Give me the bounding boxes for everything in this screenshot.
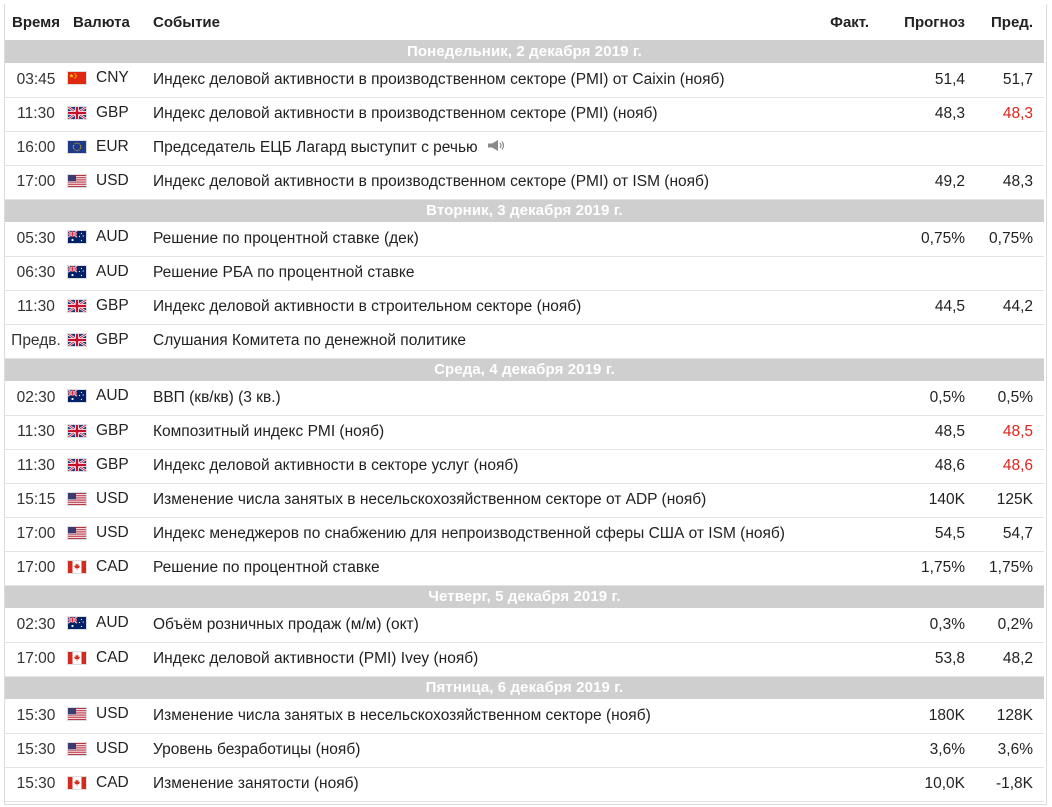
- event-currency-cell: [67, 449, 153, 483]
- event-title[interactable]: Композитный индекс PMI (нояб): [153, 423, 385, 440]
- event-currency-cell: [67, 551, 153, 585]
- event-title-cell[interactable]: [153, 222, 821, 256]
- event-title[interactable]: Изменение числа занятых в несельскохозяйственном секторе (нояб): [153, 706, 651, 724]
- event-currency-cell: [67, 165, 153, 199]
- event-forecast: 10,0K: [875, 767, 965, 801]
- event-row[interactable]: [5, 551, 1044, 585]
- event-title[interactable]: Председатель ЕЦБ Лагард выступит с речью: [153, 139, 478, 157]
- event-currency-cell: [67, 290, 153, 324]
- event-title-cell[interactable]: [153, 381, 821, 415]
- australia-flag-icon: [67, 230, 87, 244]
- event-previous: 48,6: [965, 449, 1033, 483]
- event-currency-cell: [67, 97, 153, 131]
- event-currency: AUD: [96, 228, 129, 246]
- us-flag-icon: [67, 742, 87, 756]
- event-previous: 44,2: [965, 290, 1033, 324]
- event-actual: [821, 222, 875, 256]
- event-title-cell[interactable]: [153, 63, 821, 97]
- event-time: 06:30: [5, 256, 67, 290]
- event-currency-cell: [67, 131, 153, 165]
- event-row[interactable]: [5, 222, 1044, 256]
- event-currency-cell: [67, 699, 153, 733]
- event-currency-cell: [67, 608, 153, 642]
- event-title-cell[interactable]: [153, 483, 821, 517]
- event-currency: AUD: [96, 387, 129, 405]
- event-previous: 51,7: [965, 63, 1033, 97]
- event-time: 15:15: [5, 483, 67, 517]
- calendar-table: [5, 4, 1044, 802]
- day-label: Четверг, 5 декабря 2019 г.: [5, 585, 1044, 608]
- event-previous: [965, 324, 1033, 358]
- event-actual: [821, 551, 875, 585]
- event-currency: CAD: [96, 773, 129, 791]
- event-actual: [821, 415, 875, 449]
- header-currency[interactable]: Валюта: [67, 4, 153, 40]
- australia-flag-icon: [67, 616, 87, 630]
- australia-flag-icon: [67, 389, 87, 403]
- event-time: 11:30: [5, 97, 67, 131]
- header-forecast[interactable]: Прогноз: [875, 4, 965, 40]
- event-title-cell[interactable]: [153, 449, 821, 483]
- event-currency-cell: [67, 324, 153, 358]
- event-row[interactable]: [5, 733, 1044, 767]
- event-currency: GBP: [96, 455, 129, 473]
- event-forecast: 0,5%: [875, 381, 965, 415]
- event-time: 15:30: [5, 767, 67, 801]
- header-event[interactable]: Событие: [153, 4, 821, 40]
- event-currency-cell: [67, 733, 153, 767]
- event-forecast: [875, 324, 965, 358]
- event-row[interactable]: [5, 642, 1044, 676]
- event-title-cell[interactable]: [153, 699, 821, 733]
- event-title-cell[interactable]: [153, 608, 821, 642]
- event-previous: 1,75%: [965, 551, 1033, 585]
- event-time: 11:30: [5, 449, 67, 483]
- event-title[interactable]: Индекс деловой активности (PMI) Ivey (нояб): [153, 650, 479, 667]
- event-title-cell[interactable]: [153, 733, 821, 767]
- day-label: Понедельник, 2 декабря 2019 г.: [5, 40, 1044, 63]
- event-forecast: 180K: [875, 699, 965, 733]
- event-currency-cell: [67, 642, 153, 676]
- canada-flag-icon: [67, 651, 87, 665]
- event-title[interactable]: Решение по процентной ставке: [153, 559, 380, 576]
- event-title-cell[interactable]: [153, 767, 821, 801]
- event-row[interactable]: [5, 97, 1044, 131]
- event-forecast: 44,5: [875, 290, 965, 324]
- us-flag-icon: [67, 492, 87, 506]
- event-time: 17:00: [5, 551, 67, 585]
- event-title[interactable]: ВВП (кв/кв) (3 кв.): [153, 388, 281, 406]
- event-previous: 125K: [965, 483, 1033, 517]
- event-time: 17:00: [5, 517, 67, 551]
- event-row[interactable]: [5, 449, 1044, 483]
- event-time: 16:00: [5, 131, 67, 165]
- event-row[interactable]: [5, 415, 1044, 449]
- event-row[interactable]: [5, 256, 1044, 290]
- header-actual[interactable]: Факт.: [821, 4, 875, 40]
- china-flag-icon: [67, 71, 87, 85]
- eu-flag-icon: [67, 140, 87, 154]
- event-forecast: 53,8: [875, 642, 965, 676]
- event-previous: 48,2: [965, 642, 1033, 676]
- calendar-body: [5, 40, 1044, 801]
- event-currency: GBP: [96, 103, 129, 121]
- uk-flag-icon: [67, 333, 87, 347]
- event-row[interactable]: [5, 699, 1044, 733]
- event-title[interactable]: Индекс деловой активности в секторе услуг (нояб): [153, 457, 519, 474]
- event-row[interactable]: [5, 381, 1044, 415]
- event-actual: [821, 483, 875, 517]
- event-currency: USD: [96, 705, 129, 723]
- event-title-cell[interactable]: [153, 97, 821, 131]
- event-time: 02:30: [5, 381, 67, 415]
- event-title-cell[interactable]: [153, 165, 821, 199]
- event-title[interactable]: Индекс деловой активности в производственном секторе (PMI) (нояб): [153, 105, 658, 122]
- event-title[interactable]: Решение по процентной ставке (дек): [153, 229, 419, 247]
- uk-flag-icon: [67, 458, 87, 472]
- event-title[interactable]: Индекс менеджеров по снабжению для непроизводственной сферы США от ISM (нояб): [153, 525, 785, 542]
- event-title-cell[interactable]: [153, 131, 821, 165]
- event-currency: GBP: [96, 296, 129, 314]
- event-time: 15:30: [5, 733, 67, 767]
- event-title[interactable]: Изменение числа занятых в несельскохозяйственном секторе от ADP (нояб): [153, 491, 707, 508]
- event-title-cell[interactable]: [153, 517, 821, 551]
- event-previous: 48,3: [965, 165, 1033, 199]
- event-row[interactable]: [5, 767, 1044, 801]
- event-title[interactable]: Уровень безработицы (нояб): [153, 741, 361, 758]
- event-title-cell[interactable]: [153, 551, 821, 585]
- event-actual: [821, 97, 875, 131]
- event-currency: CNY: [96, 69, 129, 87]
- event-time: 17:00: [5, 165, 67, 199]
- event-title-cell[interactable]: [153, 324, 821, 358]
- event-title-cell[interactable]: [153, 290, 821, 324]
- event-previous: -1,8K: [965, 767, 1033, 801]
- event-actual: [821, 381, 875, 415]
- event-actual: [821, 165, 875, 199]
- day-label: Пятница, 6 декабря 2019 г.: [5, 676, 1044, 699]
- event-row[interactable]: [5, 517, 1044, 551]
- event-actual: [821, 449, 875, 483]
- us-flag-icon: [67, 707, 87, 721]
- event-actual: [821, 290, 875, 324]
- day-header: [5, 358, 1044, 381]
- speech-icon: [486, 139, 506, 157]
- australia-flag-icon: [67, 265, 87, 279]
- canada-flag-icon: [67, 776, 87, 790]
- event-previous: [965, 256, 1033, 290]
- event-actual: [821, 324, 875, 358]
- event-currency-cell: [67, 767, 153, 801]
- event-forecast: 3,6%: [875, 733, 965, 767]
- event-currency: AUD: [96, 262, 129, 280]
- event-title[interactable]: Объём розничных продаж (м/м) (окт): [153, 615, 419, 633]
- event-title-cell[interactable]: [153, 415, 821, 449]
- event-previous: [965, 131, 1033, 165]
- event-title[interactable]: Изменение занятости (нояб): [153, 775, 359, 792]
- event-time: 02:30: [5, 608, 67, 642]
- event-currency-cell: [67, 483, 153, 517]
- event-actual: [821, 733, 875, 767]
- event-row[interactable]: [5, 290, 1044, 324]
- event-actual: [821, 256, 875, 290]
- event-currency: USD: [96, 739, 129, 757]
- event-title-cell[interactable]: [153, 256, 821, 290]
- event-previous: 0,2%: [965, 608, 1033, 642]
- event-previous: 54,7: [965, 517, 1033, 551]
- event-actual: [821, 767, 875, 801]
- event-currency-cell: [67, 63, 153, 97]
- event-currency: GBP: [96, 421, 129, 439]
- event-forecast: 51,4: [875, 63, 965, 97]
- event-forecast: 1,75%: [875, 551, 965, 585]
- day-header: [5, 199, 1044, 222]
- day-header: [5, 676, 1044, 699]
- economic-calendar: [4, 4, 1047, 805]
- event-title[interactable]: Индекс деловой активности в строительном секторе (нояб): [153, 298, 582, 315]
- canada-flag-icon: [67, 560, 87, 574]
- event-actual: [821, 699, 875, 733]
- event-time: Предв.: [5, 324, 67, 358]
- event-row[interactable]: [5, 165, 1044, 199]
- day-label: Среда, 4 декабря 2019 г.: [5, 358, 1044, 381]
- event-forecast: 140K: [875, 483, 965, 517]
- event-actual: [821, 608, 875, 642]
- event-currency: GBP: [96, 330, 129, 348]
- us-flag-icon: [67, 526, 87, 540]
- event-title[interactable]: Решение РБА по процентной ставке: [153, 264, 415, 281]
- event-time: 11:30: [5, 290, 67, 324]
- event-forecast: [875, 131, 965, 165]
- event-row[interactable]: [5, 483, 1044, 517]
- day-header: [5, 40, 1044, 63]
- event-forecast: 48,3: [875, 97, 965, 131]
- event-actual: [821, 131, 875, 165]
- event-time: 05:30: [5, 222, 67, 256]
- event-currency: CAD: [96, 648, 129, 666]
- day-label: Вторник, 3 декабря 2019 г.: [5, 199, 1044, 222]
- event-forecast: 0,75%: [875, 222, 965, 256]
- event-currency: USD: [96, 171, 129, 189]
- event-forecast: [875, 256, 965, 290]
- header-row: [5, 4, 1044, 40]
- event-time: 17:00: [5, 642, 67, 676]
- event-currency-cell: [67, 256, 153, 290]
- event-currency-cell: [67, 222, 153, 256]
- event-previous: 48,3: [965, 97, 1033, 131]
- uk-flag-icon: [67, 106, 87, 120]
- uk-flag-icon: [67, 299, 87, 313]
- event-currency-cell: [67, 381, 153, 415]
- event-title[interactable]: Индекс деловой активности в производственном секторе (PMI) от ISM (нояб): [153, 173, 710, 190]
- event-title[interactable]: Слушания Комитета по денежной политике: [153, 332, 467, 349]
- event-time: 11:30: [5, 415, 67, 449]
- event-time: 03:45: [5, 63, 67, 97]
- event-row[interactable]: [5, 131, 1044, 165]
- event-currency-cell: [67, 415, 153, 449]
- event-time: 15:30: [5, 699, 67, 733]
- event-forecast: 0,3%: [875, 608, 965, 642]
- day-header: [5, 585, 1044, 608]
- event-title[interactable]: Индекс деловой активности в производственном секторе (PMI) от Caixin (нояб): [153, 70, 725, 88]
- event-forecast: 48,5: [875, 415, 965, 449]
- event-currency-cell: [67, 517, 153, 551]
- event-row[interactable]: [5, 63, 1044, 97]
- event-currency: USD: [96, 523, 129, 541]
- event-previous: 3,6%: [965, 733, 1033, 767]
- event-forecast: 49,2: [875, 165, 965, 199]
- event-title-cell[interactable]: [153, 642, 821, 676]
- event-previous: 48,5: [965, 415, 1033, 449]
- event-previous: 128K: [965, 699, 1033, 733]
- event-forecast: 48,6: [875, 449, 965, 483]
- event-row[interactable]: [5, 608, 1044, 642]
- event-forecast: 54,5: [875, 517, 965, 551]
- header-previous[interactable]: Пред.: [965, 4, 1033, 40]
- us-flag-icon: [67, 174, 87, 188]
- event-actual: [821, 63, 875, 97]
- header-time[interactable]: Время: [5, 4, 67, 40]
- event-currency: USD: [96, 489, 129, 507]
- event-previous: 0,75%: [965, 222, 1033, 256]
- event-actual: [821, 517, 875, 551]
- event-previous: 0,5%: [965, 381, 1033, 415]
- event-row[interactable]: [5, 324, 1044, 358]
- event-currency: CAD: [96, 557, 129, 575]
- uk-flag-icon: [67, 424, 87, 438]
- event-currency: EUR: [96, 137, 129, 155]
- event-currency: AUD: [96, 614, 129, 632]
- event-actual: [821, 642, 875, 676]
